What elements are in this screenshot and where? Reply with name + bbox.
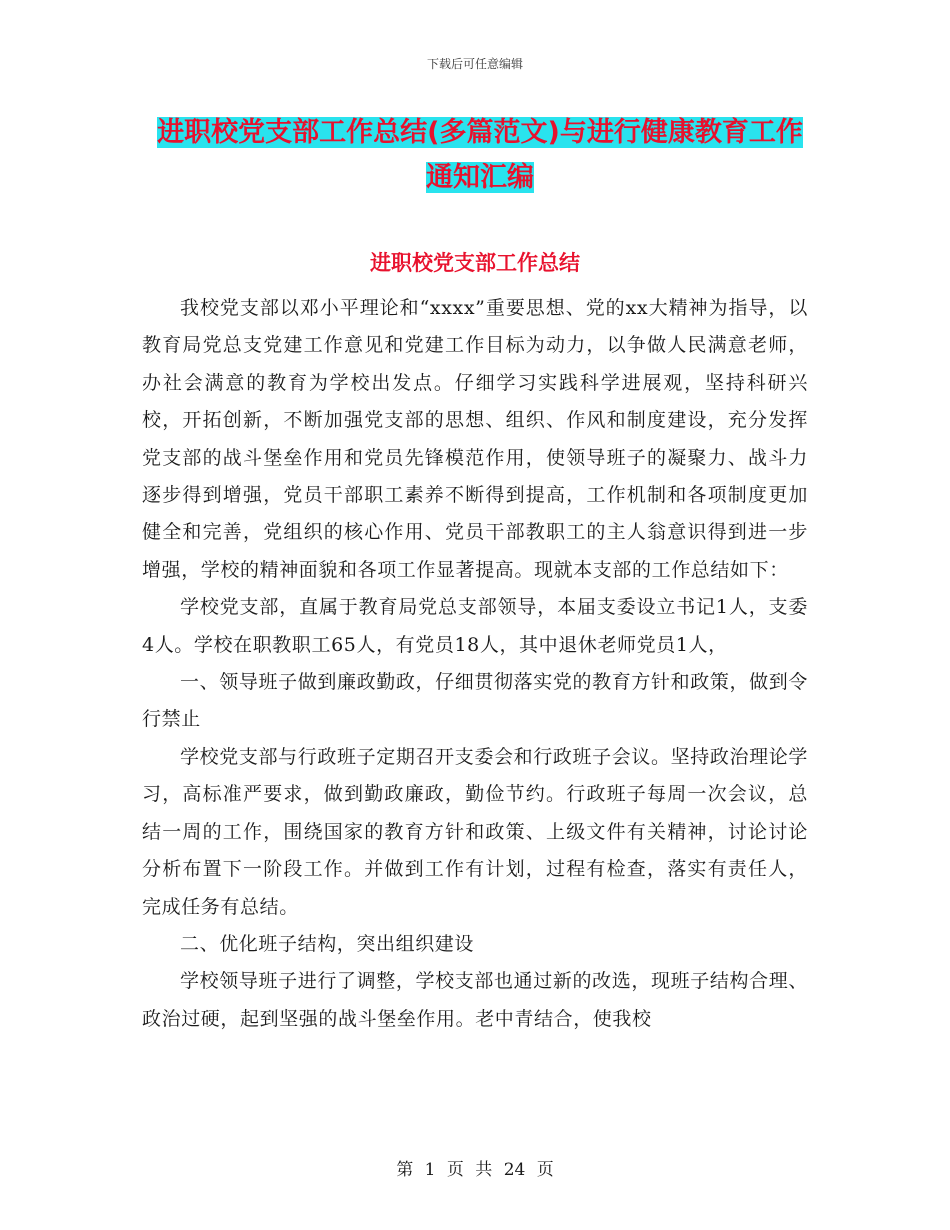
paragraph-heading: 二、优化班子结构，突出组织建设 [180,932,475,955]
section-title: 进职校党支部工作总结 [370,251,580,275]
paragraph: 学校党支部与行政班子定期召开支委会和行政班子会议。坚持政治理论学习，高标准严要求，做到勤政廉政，勤俭节约。行政班子每周一次会议，总结一周的工作，围绕国家的教育方针和政策、上级文件有关精神，讨论讨论分析布置下一阶段工作。并做到工作有计划，过程有检查，落实有责任人，完成任务有总结。 [142,745,808,918]
paragraph: 学校领导班子进行了调整，学校支部也通过新的改选，现班子结构合理、政治过硬，起到坚强的战斗堡垒作用。老中青结合，使我校 [142,970,808,1030]
page-footer: 第 1 页 共 24 页 [396,1160,554,1180]
paragraph-heading: 一、领导班子做到廉政勤政，仔细贯彻落实党的教育方针和政策，做到令行禁止 [142,671,808,731]
paragraph: 我校党支部以邓小平理论和“xxxx”重要思想、党的xx大精神为指导，以教育局党总支党建工作意见和党建工作目标为动力，以争做人民满意老师，办社会满意的教育为学校出发点。仔细学习实践科学进展观，坚持科研兴校，开拓创新，不断加强党支部的思想、组织、作风和制度建设，充分发挥党支部的战斗堡垒作用和党员先锋模范作用，使领导班子的凝聚力、战斗力逐步得到增强，党员干部职工素养不断得到提高，工作机制和各项制度更加健全和完善，党组织的核心作用、党员干部教职工的主人翁意识得到进一步增强，学校的精神面貌和各项工作显著提高。现就本支部的工作总结如下： [142,297,808,581]
header-note: 下载后可任意编辑 [426,57,523,71]
document-body [142,290,808,1038]
document-title [150,110,810,200]
paragraph: 学校党支部，直属于教育局党总支部领导，本届支委设立书记1人，支委4人。学校在职教职工65人，有党员18人，其中退休老师党员1人， [142,596,808,656]
document-title-text: 进职校党支部工作总结(多篇范文)与进行健康教育工作通知汇编 [157,117,803,193]
